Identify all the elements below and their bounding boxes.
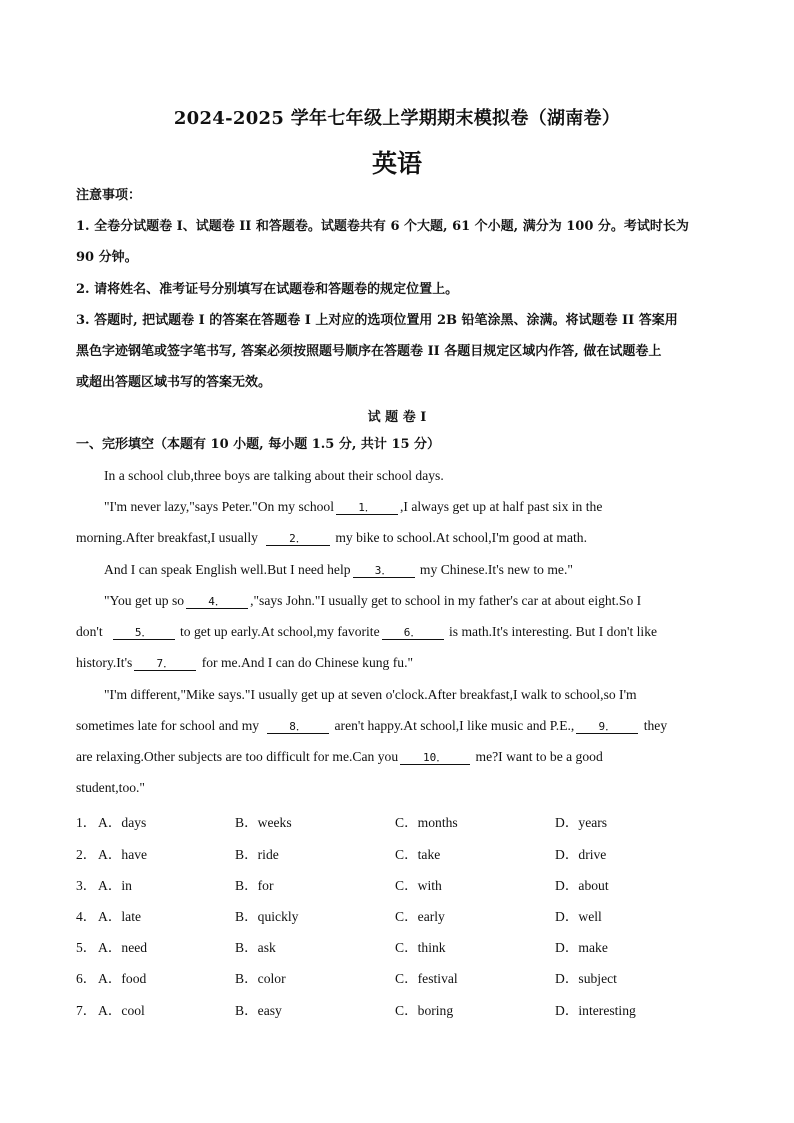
notice-item-3-line-2: 黑色字迹钢笔或签字笔书写, 答案必须按照题号顺序在答题卷 II 各题目规定区域内作答, 做在试题卷上 xyxy=(76,344,662,359)
notice-item-3-line-1: 3. 答题时, 把试题卷 I 的答案在答题卷 I 上对应的选项位置用 2B 铅笔涂黑、涂满。将试题卷 II 答案用 xyxy=(76,313,678,328)
blank-6[interactable]: 6． xyxy=(382,626,444,640)
option-d[interactable]: D．make xyxy=(555,940,608,955)
passage-text: to get up early.At school,my favorite xyxy=(180,624,380,639)
passage-text: me?I want to be a good xyxy=(475,749,603,764)
part-1-heading: 一、完形填空（本题有 10 小题, 每小题 1.5 分, 共计 15 分） xyxy=(76,437,441,452)
option-b[interactable]: B．ride xyxy=(235,847,279,862)
notice-item-2: 2. 请将姓名、准考证号分别填写在试题卷和答题卷的规定位置上。 xyxy=(76,282,459,297)
passage-text: history.It's xyxy=(76,655,133,670)
passage-text: morning.After breakfast,I usually xyxy=(76,530,258,545)
passage-text: "You get up so xyxy=(104,593,185,608)
question-3-options xyxy=(76,874,726,892)
passage-text: "I'm never lazy,"says Peter."On my school xyxy=(104,499,334,514)
passage-text: In a school club,three boys are talking about their school days. xyxy=(104,468,444,483)
option-c[interactable]: C．months xyxy=(395,815,458,830)
blank-1[interactable]: 1． xyxy=(336,501,398,515)
passage-text: my Chinese.It's new to me." xyxy=(419,562,573,577)
question-2-options xyxy=(76,843,726,861)
question-6-options xyxy=(76,967,726,985)
passage-line xyxy=(104,687,637,703)
question-number: 7． xyxy=(76,1003,97,1018)
passage-text: sometimes late for school and my xyxy=(76,718,260,733)
passage-line xyxy=(76,655,413,671)
question-number: 6． xyxy=(76,971,97,986)
passage-line xyxy=(76,749,603,765)
paper-label: 试 题 卷 I xyxy=(367,410,427,425)
passage-line xyxy=(104,468,444,484)
option-d[interactable]: D．interesting xyxy=(555,1003,636,1018)
notice-item-1-line-2: 90 分钟。 xyxy=(76,250,138,265)
question-number: 2． xyxy=(76,847,97,862)
option-a[interactable]: A．in xyxy=(98,878,132,893)
blank-3[interactable]: 3． xyxy=(353,564,415,578)
passage-line xyxy=(76,530,587,546)
question-number: 5． xyxy=(76,940,97,955)
option-d[interactable]: D．drive xyxy=(555,847,607,862)
passage-text: "I'm different,"Mike says."I usually get up at seven o'clock.After breakfast,I walk to school,so I'm xyxy=(104,687,637,702)
blank-2[interactable]: 2． xyxy=(266,532,330,546)
notice-item-1-line-1: 1. 全卷分试题卷 I、试题卷 II 和答题卷。试题卷共有 6 个大题, 61 个小题, 满分为 100 分。考试时长为 xyxy=(76,219,689,234)
question-number: 3． xyxy=(76,878,97,893)
option-a[interactable]: A．days xyxy=(98,815,147,830)
option-c[interactable]: C．take xyxy=(395,847,441,862)
option-c[interactable]: C．boring xyxy=(395,1003,454,1018)
notice-heading: 注意事项： xyxy=(76,188,142,203)
question-1-options xyxy=(76,811,726,829)
passage-line xyxy=(104,499,602,515)
passage-text: is math.It's interesting. But I don't like xyxy=(449,624,658,639)
question-number: 4． xyxy=(76,909,97,924)
passage-line xyxy=(104,562,573,578)
passage-text: student,too." xyxy=(76,780,145,795)
subject-title: 英语 xyxy=(371,149,422,178)
blank-4[interactable]: 4． xyxy=(186,595,248,609)
blank-5[interactable]: 5． xyxy=(113,626,175,640)
option-c[interactable]: C．think xyxy=(395,940,446,955)
notice-item-3-line-3: 或超出答题区域书写的答案无效。 xyxy=(76,375,272,390)
passage-line xyxy=(76,780,145,796)
passage-text: for me.And I can do Chinese kung fu." xyxy=(201,655,414,670)
passage-text: don't xyxy=(76,624,103,639)
blank-7[interactable]: 7． xyxy=(134,657,196,671)
option-b[interactable]: B．color xyxy=(235,971,286,986)
passage-text: aren't happy.At school,I like music and P.E., xyxy=(334,718,575,733)
option-d[interactable]: D．subject xyxy=(555,971,617,986)
option-b[interactable]: B．weeks xyxy=(235,815,292,830)
passage-text: ,I always get up at half past six in the xyxy=(400,499,603,514)
option-b[interactable]: B．easy xyxy=(235,1003,282,1018)
option-c[interactable]: C．festival xyxy=(395,971,458,986)
passage-text: are relaxing.Other subjects are too difficult for me.Can you xyxy=(76,749,399,764)
passage-text: ,"says John."I usually get to school in my father's car at about eight.So I xyxy=(250,593,642,608)
passage-text: they xyxy=(643,718,668,733)
option-b[interactable]: B．for xyxy=(235,878,274,893)
option-c[interactable]: C．with xyxy=(395,878,442,893)
passage-line xyxy=(76,624,657,640)
blank-8[interactable]: 8． xyxy=(267,720,329,734)
option-a[interactable]: A．have xyxy=(98,847,148,862)
exam-title: 2024-2025 学年七年级上学期期末模拟卷（湖南卷） xyxy=(173,108,621,129)
passage-text: my bike to school.At school,I'm good at math. xyxy=(335,530,587,545)
question-7-options xyxy=(76,999,726,1017)
option-d[interactable]: D．well xyxy=(555,909,602,924)
question-4-options xyxy=(76,905,726,923)
option-d[interactable]: D．years xyxy=(555,815,608,830)
question-5-options xyxy=(76,936,726,954)
option-a[interactable]: A．late xyxy=(98,909,142,924)
blank-9[interactable]: 9． xyxy=(576,720,638,734)
option-a[interactable]: A．cool xyxy=(98,1003,145,1018)
question-number: 1． xyxy=(76,815,97,830)
passage-line xyxy=(76,718,667,734)
option-c[interactable]: C．early xyxy=(395,909,445,924)
option-a[interactable]: A．food xyxy=(98,971,147,986)
passage-text: And I can speak English well.But I need help xyxy=(104,562,351,577)
option-b[interactable]: B．ask xyxy=(235,940,276,955)
passage-line xyxy=(104,593,641,609)
option-a[interactable]: A．need xyxy=(98,940,148,955)
option-b[interactable]: B．quickly xyxy=(235,909,299,924)
blank-10[interactable]: 10． xyxy=(400,751,470,765)
option-d[interactable]: D．about xyxy=(555,878,609,893)
